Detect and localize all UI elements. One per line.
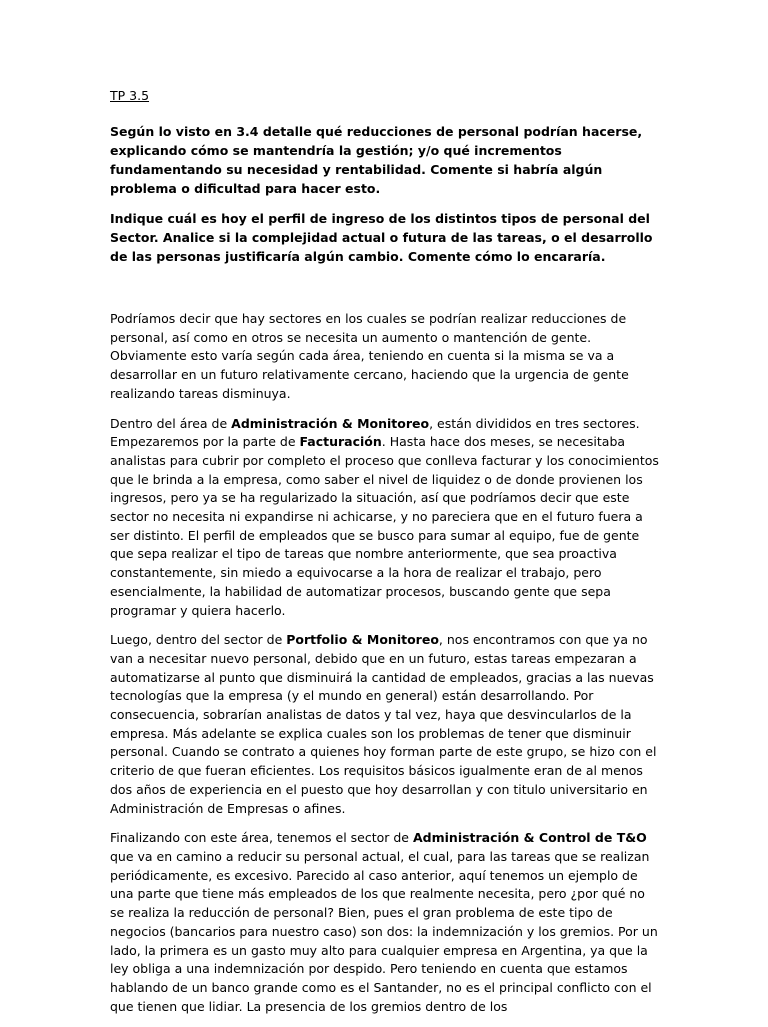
paragraph-intro: Podríamos decir que hay sectores en los cuales se podrían realizar reducciones de personal, así como en otros se necesita un aumento o mantención de gente. Obviamente esto varía según cada área, teniendo en cuenta si la misma se va a desarrollar en un futuro relativamente cercano, haciendo que la urgencia de gente realizando tareas disminuya.	[110, 311, 629, 401]
text-run: Dentro del área de	[110, 415, 232, 431]
text-run: que va en camino a reducir su personal actual, el cual, para las tareas que se realizan periódicamente, es excesivo. Parecido al caso anterior, aquí tenemos un ejemplo de una parte que tiene más empleados de los que realmente necesita, pero ¿por qué no se realiza la reducción de personal? Bien, pues el gran problema de este tipo de negocios (bancarios para nuestro caso) son dos: la indemnización y los gremios. Por un lado, la primera es un gasto muy alto para cualquier empresa en Argentina, ya que la ley obliga a una indemnización por despido. Pero teniendo en cuenta que estamos hablando de un banco grande como es el Santander, no es el principal conflicto con el que tienen que lidiar. La presencia de los gremios dentro de los	[110, 848, 658, 1014]
bold-term-admin-control-to: Administración & Control de T&O	[412, 830, 647, 846]
document-page	[110, 87, 660, 1027]
section-spacer	[110, 277, 660, 310]
paragraph-portfolio	[110, 631, 660, 818]
bold-term-facturacion: Facturación	[299, 434, 382, 450]
document-heading: TP 3.5	[110, 88, 150, 103]
text-run: , nos encontramos con que ya no van a necesitar nuevo personal, debido que en un futuro, estas tareas empezaran a automatizarse al punto que disminuirá la cantidad de empleados, gracias a las nuevas tecnologías que la empresa (y el mundo en general) están desarrollando. Por consecuencia, sobrarían analistas de datos y tal vez, haya que desvincularlos de la empresa. Más adelante se explica cuales son los problemas de tener que disminuir personal. Cuando se contrato a quienes hoy forman parte de este grupo, se hizo con el criterio de que fueran eficientes. Los requisitos básicos igualmente eran de al menos dos años de experiencia en el puesto que hoy desarrollan y con titulo universitario en Administración de Empresas o afines.	[110, 632, 657, 816]
text-run: Finalizando con este área, tenemos el sector de	[110, 830, 413, 846]
text-run: Luego, dentro del sector de	[110, 632, 287, 648]
question-2: Indique cuál es hoy el perfil de ingreso de los distintos tipos de personal del Sector. Analice si la complejidad actual o futura de las tareas, o el desarrollo de las personas justificaría algún cambio. Comente cómo lo encararía.	[110, 211, 653, 264]
paragraph-facturacion	[110, 415, 660, 621]
paragraph-control-to	[110, 829, 660, 1016]
bold-term-portfolio-monitoreo: Portfolio & Monitoreo	[286, 632, 439, 648]
text-run: , están divididos en tres sectores. Empezaremos por la parte de	[110, 415, 640, 450]
bold-term-admin-monitoreo: Administración & Monitoreo	[231, 415, 430, 431]
question-1: Según lo visto en 3.4 detalle qué reducciones de personal podrían hacerse, explicando cómo se mantendría la gestión; y/o qué incrementos fundamentando su necesidad y rentabilidad. Comente si habría algún problema o dificultad para hacer esto.	[110, 124, 643, 196]
text-run: . Hasta hace dos meses, se necesitaba analistas para cubrir por completo el proceso que conlleva facturar y los conocimientos que le brinda a la empresa, como saber el nivel de liquidez o de donde provienen los ingresos, pero ya se ha regularizado la situación, así que podríamos decir que este sector no necesita ni expandirse ni achicarse, y no pareciera que en el futuro fuera a ser distinto. El perfil de empleados que se busco para sumar al equipo, fue de gente que sepa realizar el tipo de tareas que nombre anteriormente, que sea proactiva constantemente, sin miedo a equivocarse a la hora de realizar el trabajo, pero esencialmente, la habilidad de automatizar procesos, buscando gente que sepa programar y quiera hacerlo.	[110, 434, 659, 618]
